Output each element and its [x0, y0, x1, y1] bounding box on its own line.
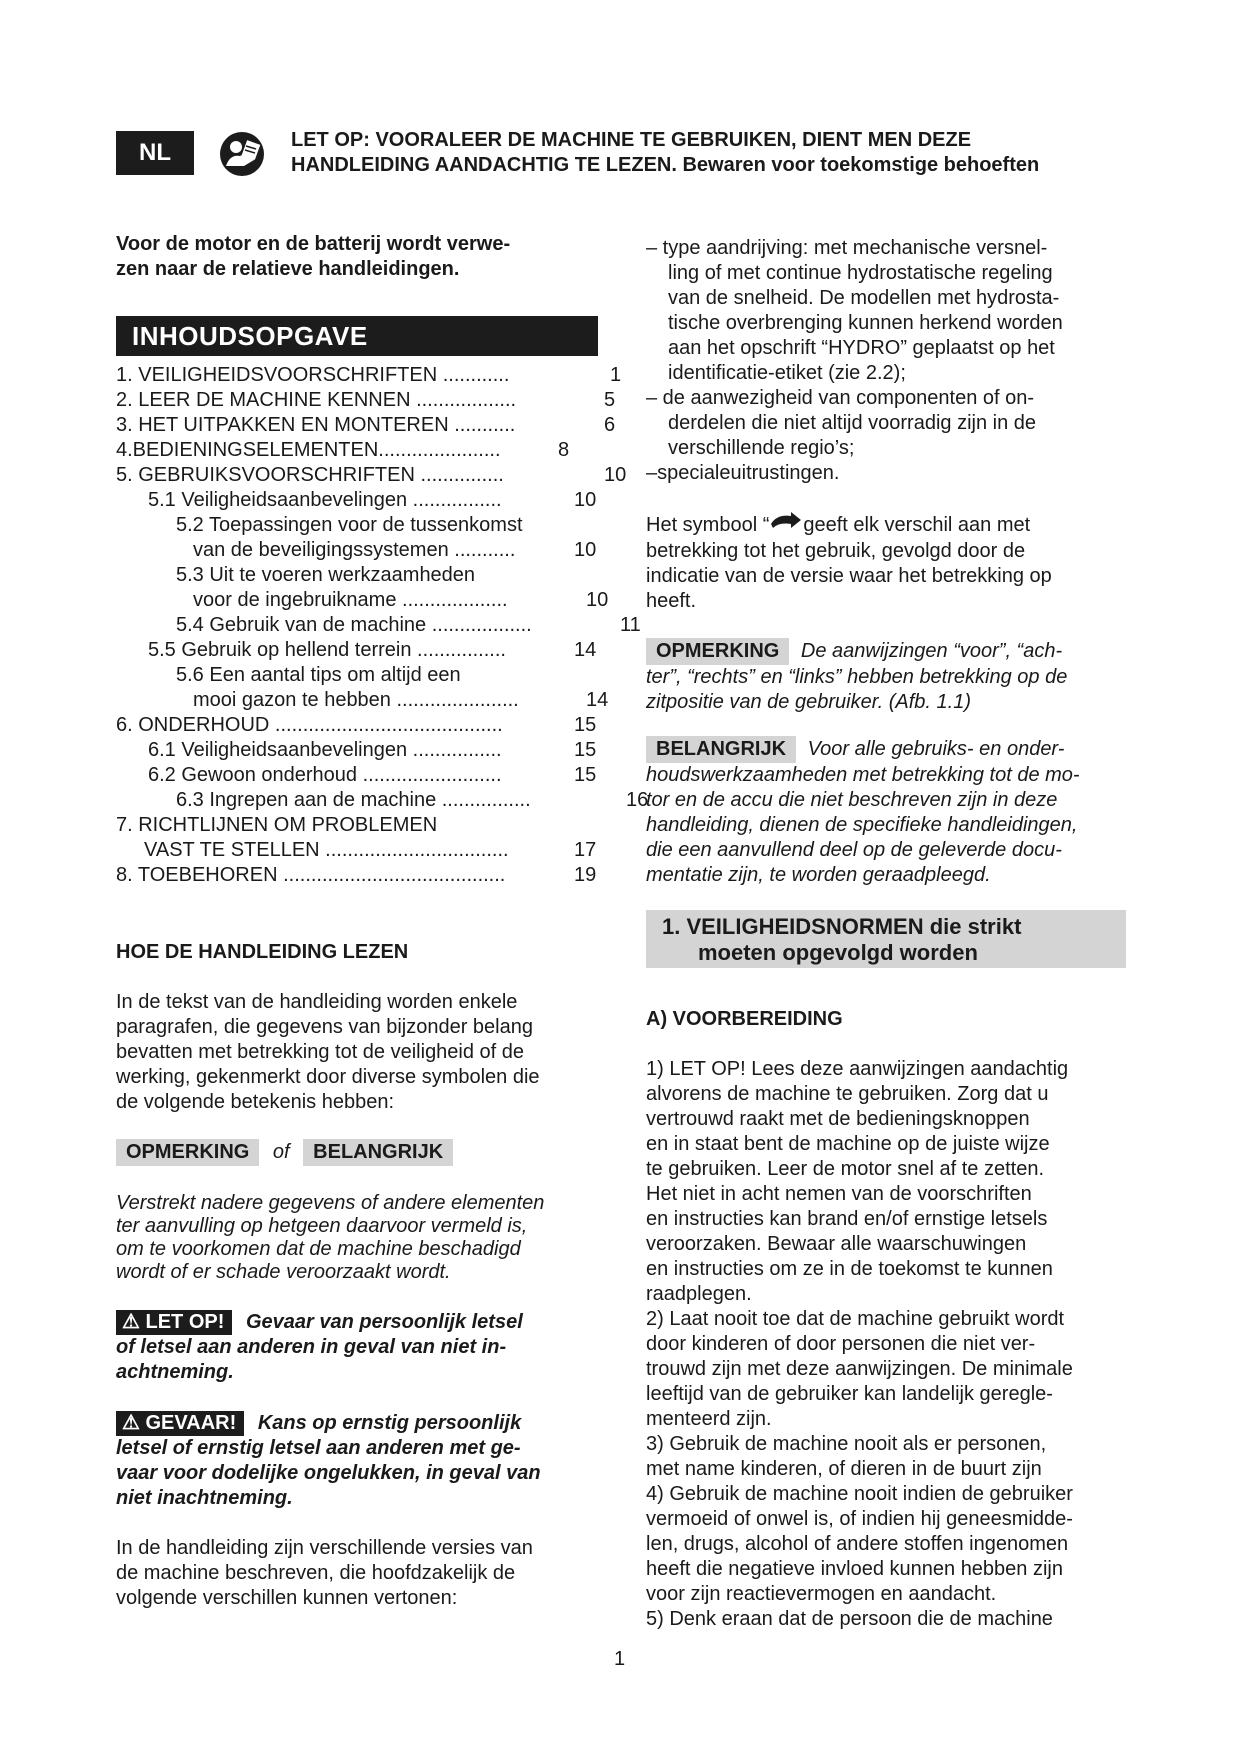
- note-text: zitpositie van de gebruiker. (Afb. 1.1): [646, 691, 971, 713]
- list-item: van de snelheid. De modellen met hydrosta-: [668, 287, 1060, 309]
- important-text: Voor alle gebruiks- en onder-: [807, 738, 1065, 760]
- section-title-line: moeten opgevolgd worden: [698, 940, 978, 965]
- toc-item[interactable]: 5.1 Veiligheidsaanbevelingen ................: [148, 489, 502, 511]
- toc-item[interactable]: 8. TOEBEHOREN ........................................: [116, 864, 506, 886]
- toc-item[interactable]: 5.3 Uit te voeren werkzaamheden: [176, 564, 476, 586]
- toc-page: 10: [574, 489, 597, 511]
- body-line: ter aanvulling op hetgeen daarvoor vermeld is,: [116, 1215, 528, 1237]
- body-line: met name kinderen, of dieren in de buurt zijn: [646, 1458, 1042, 1480]
- toc-page: 15: [574, 739, 597, 761]
- toc-page: 10: [586, 589, 609, 611]
- read-manual-icon: [218, 130, 266, 178]
- toc-item[interactable]: voor de ingebruikname ...................: [193, 589, 508, 611]
- body-line: vermoeid of onwel is, of indien hij geneesmidde-: [646, 1508, 1073, 1530]
- list-item: identificatie-etiket (zie 2.2);: [668, 362, 906, 384]
- toc-item[interactable]: mooi gazon te hebben ......................: [193, 689, 519, 711]
- how-to-read-body: [116, 990, 540, 1115]
- caution-text: achtneming.: [116, 1361, 234, 1383]
- section-heading: [646, 910, 1126, 968]
- symbol-text: Het symbool “: [646, 513, 770, 536]
- body-line: In de handleiding zijn verschillende versies van: [116, 1537, 533, 1559]
- caution-block: [116, 1310, 523, 1385]
- note-description: [116, 1192, 544, 1284]
- body-line: betrekking tot het gebruik, gevolgd door de: [646, 540, 1026, 562]
- toc-page: 14: [574, 639, 597, 661]
- caution-text: Gevaar van persoonlijk letsel: [245, 1311, 523, 1333]
- toc-page: 1: [610, 364, 622, 386]
- list-item: – type aandrijving: met mechanische versnel-: [646, 237, 1048, 259]
- toc-page: 17: [574, 839, 597, 861]
- body-line: heeft.: [646, 590, 697, 612]
- toc-page: 10: [604, 464, 627, 486]
- body-line: len, drugs, alcohol of andere stoffen ingenomen: [646, 1533, 1069, 1555]
- note-text: De aanwijzingen “voor”, “ach-: [800, 640, 1063, 662]
- body-line: om te voorkomen dat de machine beschadigd: [116, 1238, 521, 1260]
- body-line: leeftijd van de gebruiker kan landelijk geregle-: [646, 1383, 1053, 1405]
- intro-line-2: zen naar de relatieve handleidingen.: [116, 258, 460, 280]
- danger-text: niet inachtneming.: [116, 1487, 293, 1509]
- body-line: de volgende betekenis hebben:: [116, 1091, 395, 1113]
- how-to-read-heading: HOE DE HANDLEIDING LEZEN: [116, 941, 409, 963]
- body-line: werking, gekenmerkt door diverse symbolen die: [116, 1066, 540, 1088]
- toc-page: 10: [574, 539, 597, 561]
- body-line: 3) Gebruik de machine nooit als er personen,: [646, 1433, 1047, 1455]
- list-item: tische overbrenging kunnen herkend worden: [668, 312, 1063, 334]
- toc-item[interactable]: van de beveiligingssystemen ...........: [193, 539, 516, 561]
- version-arrow-icon: [769, 512, 803, 539]
- body-line: de machine beschreven, die hoofdzakelijk de: [116, 1562, 516, 1584]
- or-word: of: [272, 1141, 290, 1163]
- preparation-heading: A) VOORBEREIDING: [646, 1008, 843, 1030]
- note-block: [646, 638, 1067, 715]
- toc-item[interactable]: 5.4 Gebruik van de machine ..................: [176, 614, 532, 636]
- body-line: 5) Denk eraan dat de persoon die de machine: [646, 1608, 1053, 1630]
- body-line: te gebruiken. Leer de motor snel af te zetten.: [646, 1158, 1045, 1180]
- toc-item[interactable]: 6. ONDERHOUD .........................................: [116, 714, 503, 736]
- list-item: –specialeuitrustingen.: [646, 462, 840, 484]
- preparation-body: [646, 1057, 1073, 1632]
- danger-label: [116, 1411, 244, 1436]
- toc-title: INHOUDSOPGAVE: [116, 316, 598, 356]
- list-item: aan het opschrift “HYDRO” geplaatst op het: [668, 337, 1055, 359]
- toc-item[interactable]: 5. GEBRUIKSVOORSCHRIFTEN ...............: [116, 464, 504, 486]
- toc-item[interactable]: 4.BEDIENINGSELEMENTEN......................: [116, 439, 501, 461]
- body-line: en instructies om ze in de toekomst te kunnen: [646, 1258, 1053, 1280]
- body-line: Het niet in acht nemen van de voorschriften: [646, 1183, 1032, 1205]
- intro-text: [116, 232, 510, 282]
- toc-item[interactable]: 2. LEER DE MACHINE KENNEN ..................: [116, 389, 517, 411]
- toc-item[interactable]: 6.1 Veiligheidsaanbevelingen ................: [148, 739, 502, 761]
- important-label: BELANGRIJK: [303, 1139, 453, 1166]
- toc-page: 16: [626, 789, 649, 811]
- toc-page: 15: [574, 764, 597, 786]
- body-line: en instructies kan brand en/of ernstige letsels: [646, 1208, 1048, 1230]
- danger-text: vaar voor dodelijke ongelukken, in geval van: [116, 1462, 541, 1484]
- body-line: 1) LET OP! Lees deze aanwijzingen aandachtig: [646, 1058, 1069, 1080]
- important-text: die een aanvullend deel op de geleverde docu-: [646, 839, 1062, 861]
- important-text: houdswerkzaamheden met betrekking tot de mo-: [646, 764, 1080, 786]
- important-label: BELANGRIJK: [646, 736, 796, 763]
- toc-item[interactable]: VAST TE STELLEN .................................: [144, 839, 509, 861]
- note-label: OPMERKING: [646, 638, 789, 665]
- toc-page: 19: [574, 864, 597, 886]
- toc-item[interactable]: 6.3 Ingrepen aan de machine ................: [176, 789, 531, 811]
- page-number: 1: [614, 1648, 626, 1670]
- body-line: volgende verschillen kunnen vertonen:: [116, 1587, 458, 1609]
- header-line-1: LET OP: VOORALEER DE MACHINE TE GEBRUIKEN, DIENT MEN DEZE: [291, 129, 972, 151]
- body-line: bevatten met betrekking tot de veiligheid of de: [116, 1041, 525, 1063]
- body-line: trouwd zijn met deze aanwijzingen. De minimale: [646, 1358, 1073, 1380]
- body-line: alvorens de machine te gebruiken. Zorg dat u: [646, 1083, 1049, 1105]
- toc-item[interactable]: 6.2 Gewoon onderhoud .........................: [148, 764, 502, 786]
- header-line-2: HANDLEIDING AANDACHTIG TE LEZEN. Bewaren voor toekomstige behoeften: [291, 154, 1040, 176]
- toc-page: 11: [620, 614, 641, 636]
- important-block: [646, 736, 1080, 888]
- toc-item[interactable]: 3. HET UITPAKKEN EN MONTEREN ...........: [116, 414, 516, 436]
- body-line: Verstrekt nadere gegevens of andere elementen: [116, 1192, 545, 1214]
- important-text: tor en de accu die niet beschreven zijn in deze: [646, 789, 1058, 811]
- important-text: mentatie zijn, te worden geraadpleegd.: [646, 864, 991, 886]
- body-line: veroorzaken. Bewaar alle waarschuwingen: [646, 1233, 1027, 1255]
- body-line: door kinderen of door personen die niet ver-: [646, 1333, 1036, 1355]
- versions-list: [646, 236, 1063, 486]
- versions-text: [116, 1536, 533, 1611]
- toc-page: 15: [574, 714, 597, 736]
- list-item: – de aanwezigheid van componenten of on-: [646, 387, 1035, 409]
- toc-item[interactable]: 7. RICHTLIJNEN OM PROBLEMEN: [116, 814, 438, 836]
- body-line: 4) Gebruik de machine nooit indien de gebruiker: [646, 1483, 1073, 1505]
- body-line: paragrafen, die gegevens van bijzonder belang: [116, 1016, 533, 1038]
- body-line: raadplegen.: [646, 1283, 752, 1305]
- symbol-text: geeft elk verschil aan met: [803, 513, 1031, 536]
- toc-item[interactable]: 5.2 Toepassingen voor de tussenkomst: [176, 514, 523, 536]
- label-legend: [116, 1139, 453, 1166]
- body-line: 2) Laat nooit toe dat de machine gebruikt wordt: [646, 1308, 1065, 1330]
- danger-text: letsel of ernstig letsel aan anderen met ge-: [116, 1437, 521, 1459]
- toc-item[interactable]: 5.5 Gebruik op hellend terrein ................: [148, 639, 506, 661]
- caution-label: [116, 1310, 232, 1335]
- toc-page: 6: [604, 414, 616, 436]
- body-line: menteerd zijn.: [646, 1408, 772, 1430]
- list-item: derdelen die niet altijd voorradig zijn in de: [668, 412, 1037, 434]
- body-line: In de tekst van de handleiding worden enkele: [116, 991, 518, 1013]
- toc-item[interactable]: 5.6 Een aantal tips om altijd een: [176, 664, 461, 686]
- body-line: voor zijn reactievermogen en aandacht.: [646, 1583, 997, 1605]
- caution-text: of letsel aan anderen in geval van niet in-: [116, 1336, 507, 1358]
- note-text: ter”, “rechts” en “links” hebben betrekking op de: [646, 666, 1068, 688]
- list-item: ling of met continue hydrostatische regeling: [668, 262, 1053, 284]
- toc-page: 5: [604, 389, 616, 411]
- body-line: vertrouwd raakt met de bedieningsknoppen: [646, 1108, 1030, 1130]
- list-item: verschillende regio’s;: [668, 437, 855, 459]
- body-line: heeft die negatieve invloed kunnen hebben zijn: [646, 1558, 1063, 1580]
- important-text: handleiding, dienen de specifieke handleidingen,: [646, 814, 1078, 836]
- danger-text: Kans op ernstig persoonlijk: [257, 1412, 522, 1434]
- danger-label-text: GEVAAR!: [145, 1412, 237, 1434]
- danger-block: [116, 1411, 541, 1511]
- warning-triangle-icon: ⚠: [122, 1412, 140, 1434]
- symbol-explanation: [646, 512, 1052, 614]
- language-badge: NL: [116, 131, 194, 175]
- toc-page: 14: [586, 689, 609, 711]
- warning-header: [291, 128, 1151, 178]
- section-title-line: 1. VEILIGHEIDSNORMEN die strikt: [662, 914, 1022, 939]
- toc-page: 8: [558, 439, 570, 461]
- body-line: indicatie van de versie waar het betrekking op: [646, 565, 1052, 587]
- note-label: OPMERKING: [116, 1139, 259, 1166]
- toc-item[interactable]: 1. VEILIGHEIDSVOORSCHRIFTEN ............: [116, 364, 510, 386]
- body-line: wordt of er schade veroorzaakt wordt.: [116, 1261, 451, 1283]
- caution-label-text: LET OP!: [145, 1311, 225, 1333]
- warning-triangle-icon: ⚠: [122, 1311, 140, 1333]
- body-line: en in staat bent de machine op de juiste wijze: [646, 1133, 1050, 1155]
- intro-line-1: Voor de motor en de batterij wordt verwe-: [116, 233, 511, 255]
